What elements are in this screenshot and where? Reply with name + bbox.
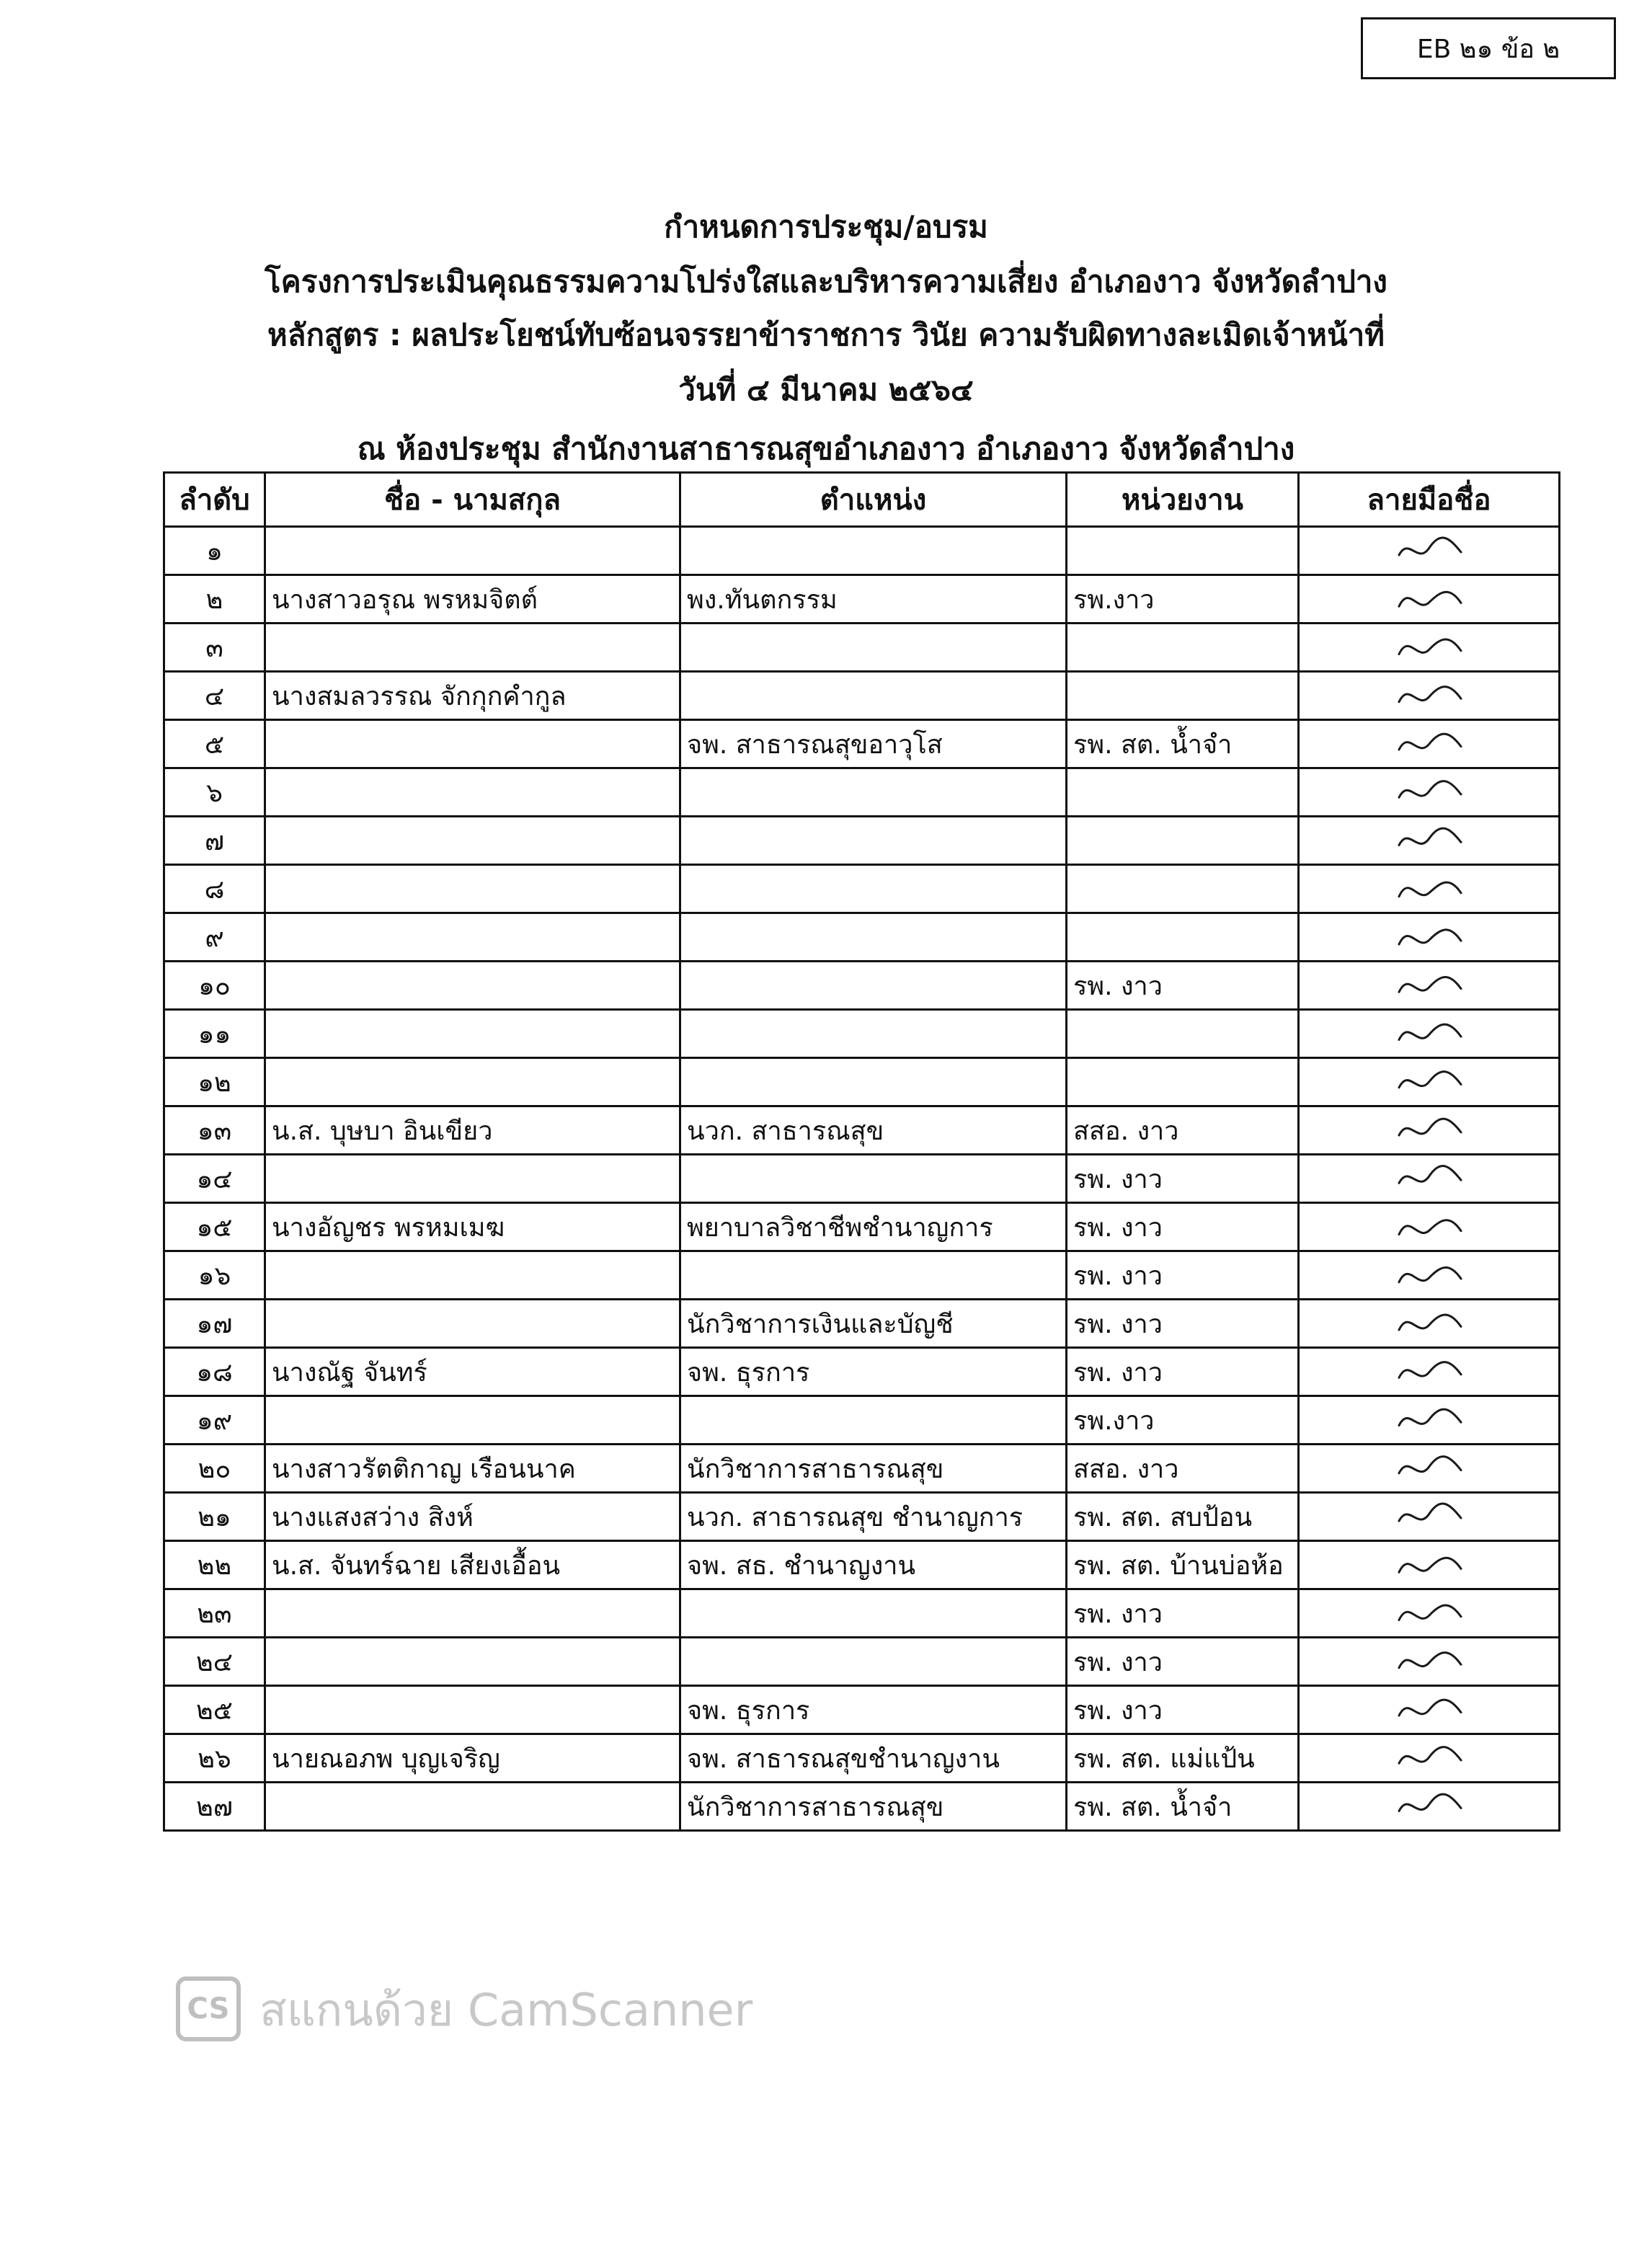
attendee-position (680, 865, 1067, 913)
signature-scribble (1393, 1644, 1465, 1679)
attendee-unit (1067, 768, 1299, 817)
attendee-position (680, 1155, 1067, 1203)
signature-scribble (1393, 968, 1465, 1003)
attendee-position: พยาบาลวิชาชีพชำนาญการ (680, 1203, 1067, 1251)
attendee-name: นางสาวอรุณ พรหมจิตต์ (265, 575, 680, 624)
table-row (164, 913, 1560, 962)
attendee-name (265, 1686, 680, 1734)
row-number: ๑๙ (164, 1396, 265, 1445)
attendee-unit (1067, 527, 1299, 575)
attendee-position (680, 962, 1067, 1010)
attendee-position (680, 527, 1067, 575)
attendee-name: นางสาวรัตติกาญ เรือนนาค (265, 1445, 680, 1493)
reference-label (1361, 17, 1616, 79)
attendee-name (265, 768, 680, 817)
signature-scribble (1393, 1306, 1465, 1341)
signature-scribble (1393, 1210, 1465, 1244)
signature-scribble (1393, 1016, 1465, 1051)
attendee-unit: รพ. งาว (1067, 1300, 1299, 1348)
signature-scribble (1393, 1741, 1465, 1775)
attendee-name (265, 1589, 680, 1638)
attendee-position: จพ. สาธารณสุขอาวุโส (680, 720, 1067, 768)
signature-scribble (1393, 582, 1465, 616)
attendee-name (265, 527, 680, 575)
signature-cell (1299, 575, 1560, 624)
attendee-unit: รพ. สต. น้ำจำ (1067, 720, 1299, 768)
attendee-name (265, 1396, 680, 1445)
signature-cell (1299, 817, 1560, 865)
attendee-position (680, 1589, 1067, 1638)
table-row (164, 624, 1560, 672)
column-header-order: ลำดับ (164, 473, 265, 527)
row-number: ๒๗ (164, 1783, 265, 1831)
row-number: ๑๐ (164, 962, 265, 1010)
row-number: ๒๑ (164, 1493, 265, 1541)
row-number: ๑๖ (164, 1251, 265, 1300)
table-row (164, 575, 1560, 624)
signature-scribble (1393, 1113, 1465, 1148)
attendance-table (163, 471, 1560, 1832)
row-number: ๒๓ (164, 1589, 265, 1638)
camscanner-watermark: สแกนด้วย CamScanner (259, 1984, 753, 2036)
row-number: ๒๒ (164, 1541, 265, 1589)
attendee-unit (1067, 672, 1299, 720)
attendee-name (265, 865, 680, 913)
signature-scribble (1393, 1354, 1465, 1389)
column-header-position: ตำแหน่ง (680, 473, 1067, 527)
attendee-position: จพ. ธุรการ (680, 1348, 1067, 1396)
row-number: ๘ (164, 865, 265, 913)
signature-scribble (1393, 1789, 1465, 1824)
attendee-unit (1067, 624, 1299, 672)
signature-scribble (1393, 1161, 1465, 1196)
table-row (164, 1251, 1560, 1300)
signature-scribble (1393, 920, 1465, 954)
attendee-name (265, 1638, 680, 1686)
attendee-position (680, 1058, 1067, 1106)
attendee-name: นายณอภพ บุญเจริญ (265, 1734, 680, 1783)
row-number: ๑๗ (164, 1300, 265, 1348)
signature-cell (1299, 1300, 1560, 1348)
signature-cell (1299, 768, 1560, 817)
attendee-unit: รพ. งาว (1067, 1686, 1299, 1734)
attendee-unit: รพ.งาว (1067, 1396, 1299, 1445)
attendee-unit (1067, 817, 1299, 865)
row-number: ๕ (164, 720, 265, 768)
attendee-unit: รพ. งาว (1067, 1589, 1299, 1638)
attendee-name: น.ส. จันทร์ฉาย เสียงเอื้อน (265, 1541, 680, 1589)
table-row (164, 1541, 1560, 1589)
signature-cell (1299, 865, 1560, 913)
attendee-name (265, 1251, 680, 1300)
row-number: ๑๔ (164, 1155, 265, 1203)
attendee-position (680, 1010, 1067, 1058)
attendee-position (680, 1251, 1067, 1300)
signature-cell (1299, 1155, 1560, 1203)
row-number: ๒๔ (164, 1638, 265, 1686)
attendee-position (680, 913, 1067, 962)
signature-scribble (1393, 1258, 1465, 1292)
table-row (164, 672, 1560, 720)
row-number: ๑๑ (164, 1010, 265, 1058)
signature-cell (1299, 1445, 1560, 1493)
table-row (164, 1155, 1560, 1203)
row-number: ๓ (164, 624, 265, 672)
attendee-name (265, 624, 680, 672)
attendee-name (265, 1010, 680, 1058)
attendee-unit (1067, 1010, 1299, 1058)
attendee-name: น.ส. บุษบา อินเขียว (265, 1106, 680, 1155)
attendee-position: นักวิชาการสาธารณสุข (680, 1783, 1067, 1831)
table-row (164, 1638, 1560, 1686)
attendee-name (265, 1783, 680, 1831)
table-row (164, 865, 1560, 913)
heading-venue: ณ ห้องประชุม สำนักงานสาธารณสุขอำเภองาว อำเภองาว จังหวัดลำปาง (357, 431, 1295, 466)
table-row (164, 1106, 1560, 1155)
signature-scribble (1393, 1403, 1465, 1437)
table-row (164, 962, 1560, 1010)
signature-cell (1299, 962, 1560, 1010)
signature-cell (1299, 624, 1560, 672)
table-row (164, 1686, 1560, 1734)
attendee-name: นางสมลวรรณ จักกุกคำกูล (265, 672, 680, 720)
attendee-position (680, 1396, 1067, 1445)
signature-cell (1299, 1106, 1560, 1155)
attendee-position (680, 768, 1067, 817)
camscanner-logo (176, 1976, 241, 2041)
attendee-position: นักวิชาการสาธารณสุข (680, 1445, 1067, 1493)
attendee-unit (1067, 865, 1299, 913)
attendee-position: จพ. สาธารณสุขชำนาญงาน (680, 1734, 1067, 1783)
attendee-name (265, 1058, 680, 1106)
row-number: ๑๕ (164, 1203, 265, 1251)
attendee-unit: รพ.งาว (1067, 575, 1299, 624)
column-header-name: ชื่อ - นามสกุล (265, 473, 680, 527)
table-row (164, 1445, 1560, 1493)
signature-cell (1299, 1783, 1560, 1831)
attendee-position: นักวิชาการเงินและบัญชี (680, 1300, 1067, 1348)
signature-scribble (1393, 871, 1465, 906)
signature-cell (1299, 1638, 1560, 1686)
table-row (164, 1058, 1560, 1106)
attendee-unit: สสอ. งาว (1067, 1445, 1299, 1493)
signature-scribble (1393, 630, 1465, 665)
signature-scribble (1393, 678, 1465, 713)
signature-scribble (1393, 1548, 1465, 1582)
signature-scribble (1393, 727, 1465, 761)
column-header-signature: ลายมือชื่อ (1299, 473, 1560, 527)
attendee-name: นางแสงสว่าง สิงห์ (265, 1493, 680, 1541)
signature-cell (1299, 1251, 1560, 1300)
signature-scribble (1393, 1499, 1465, 1534)
table-row (164, 1493, 1560, 1541)
attendee-position (680, 1638, 1067, 1686)
table-row (164, 1010, 1560, 1058)
attendee-unit (1067, 1058, 1299, 1106)
row-number: ๖ (164, 768, 265, 817)
signature-scribble (1393, 1065, 1465, 1099)
row-number: ๒๐ (164, 1445, 265, 1493)
attendee-name (265, 1155, 680, 1203)
signature-cell (1299, 1396, 1560, 1445)
table-row (164, 768, 1560, 817)
signature-scribble (1393, 533, 1465, 568)
heading-date: วันที่ ๔ มีนาคม ๒๕๖๔ (678, 372, 974, 407)
attendee-name: นางอัญชร พรหมเมฆ (265, 1203, 680, 1251)
attendee-unit: รพ. สต. บ้านบ่อห้อ (1067, 1541, 1299, 1589)
row-number: ๒๖ (164, 1734, 265, 1783)
attendee-position (680, 817, 1067, 865)
attendee-name (265, 962, 680, 1010)
attendee-unit: รพ. งาว (1067, 1251, 1299, 1300)
signature-cell (1299, 1734, 1560, 1783)
row-number: ๑๓ (164, 1106, 265, 1155)
heading-line-3: หลักสูตร : ผลประโยชน์ทับซ้อนจรรยาข้าราชการ วินัย ความรับผิดทางละเมิดเจ้าหน้าที่ (267, 317, 1385, 352)
table-body (164, 527, 1560, 1831)
signature-cell (1299, 913, 1560, 962)
table-row (164, 817, 1560, 865)
row-number: ๒๕ (164, 1686, 265, 1734)
column-header-unit: หน่วยงาน (1067, 473, 1299, 527)
signature-scribble (1393, 1451, 1465, 1486)
signature-cell (1299, 1010, 1560, 1058)
row-number: ๒ (164, 575, 265, 624)
attendee-unit: รพ. สต. แม่แป้น (1067, 1734, 1299, 1783)
attendee-position: จพ. ธุรการ (680, 1686, 1067, 1734)
attendee-name (265, 1300, 680, 1348)
row-number: ๑๘ (164, 1348, 265, 1396)
attendee-unit: รพ. งาว (1067, 1155, 1299, 1203)
attendee-position: นวก. สาธารณสุข ชำนาญการ (680, 1493, 1067, 1541)
attendee-position (680, 624, 1067, 672)
heading-line-1: กำหนดการประชุม/อบรม (664, 209, 988, 244)
signature-cell (1299, 1203, 1560, 1251)
signature-scribble (1393, 1596, 1465, 1630)
table-row (164, 1300, 1560, 1348)
attendee-unit: รพ. งาว (1067, 1348, 1299, 1396)
row-number: ๑ (164, 527, 265, 575)
table-row (164, 1589, 1560, 1638)
row-number: ๔ (164, 672, 265, 720)
attendee-unit: รพ. สต. น้ำจำ (1067, 1783, 1299, 1831)
heading-line-2: โครงการประเมินคุณธรรมความโปร่งใสและบริหารความเสี่ยง อำเภองาว จังหวัดลำปาง (265, 264, 1387, 299)
table-row (164, 1783, 1560, 1831)
row-number: ๑๒ (164, 1058, 265, 1106)
table-header-row (164, 473, 1560, 527)
attendee-name (265, 817, 680, 865)
attendee-position: นวก. สาธารณสุข (680, 1106, 1067, 1155)
table-row (164, 527, 1560, 575)
attendee-unit: รพ. งาว (1067, 1203, 1299, 1251)
signature-cell (1299, 1541, 1560, 1589)
signature-cell (1299, 1493, 1560, 1541)
table-row (164, 1348, 1560, 1396)
attendee-name (265, 913, 680, 962)
signature-scribble (1393, 823, 1465, 858)
attendee-position (680, 672, 1067, 720)
signature-cell (1299, 1348, 1560, 1396)
signature-cell (1299, 1686, 1560, 1734)
signature-scribble (1393, 775, 1465, 809)
attendee-unit: รพ. สต. สบป้อน (1067, 1493, 1299, 1541)
attendee-unit: สสอ. งาว (1067, 1106, 1299, 1155)
signature-cell (1299, 672, 1560, 720)
signature-cell (1299, 527, 1560, 575)
attendee-name: นางณัฐ จันทร์ (265, 1348, 680, 1396)
attendee-name (265, 720, 680, 768)
table-row (164, 720, 1560, 768)
table-row (164, 1203, 1560, 1251)
row-number: ๙ (164, 913, 265, 962)
camscanner-logo-text: CS (187, 1992, 230, 2026)
attendee-position: พง.ทันตกรรม (680, 575, 1067, 624)
reference-label-text: EB ๒๑ ข้อ ๒ (1416, 34, 1560, 64)
signature-cell (1299, 1589, 1560, 1638)
row-number: ๗ (164, 817, 265, 865)
signature-cell (1299, 1058, 1560, 1106)
signature-cell (1299, 720, 1560, 768)
attendee-unit: รพ. งาว (1067, 1638, 1299, 1686)
table-row (164, 1396, 1560, 1445)
attendee-unit (1067, 913, 1299, 962)
attendee-position: จพ. สธ. ชำนาญงาน (680, 1541, 1067, 1589)
signature-scribble (1393, 1692, 1465, 1727)
attendee-unit: รพ. งาว (1067, 962, 1299, 1010)
table-row (164, 1734, 1560, 1783)
